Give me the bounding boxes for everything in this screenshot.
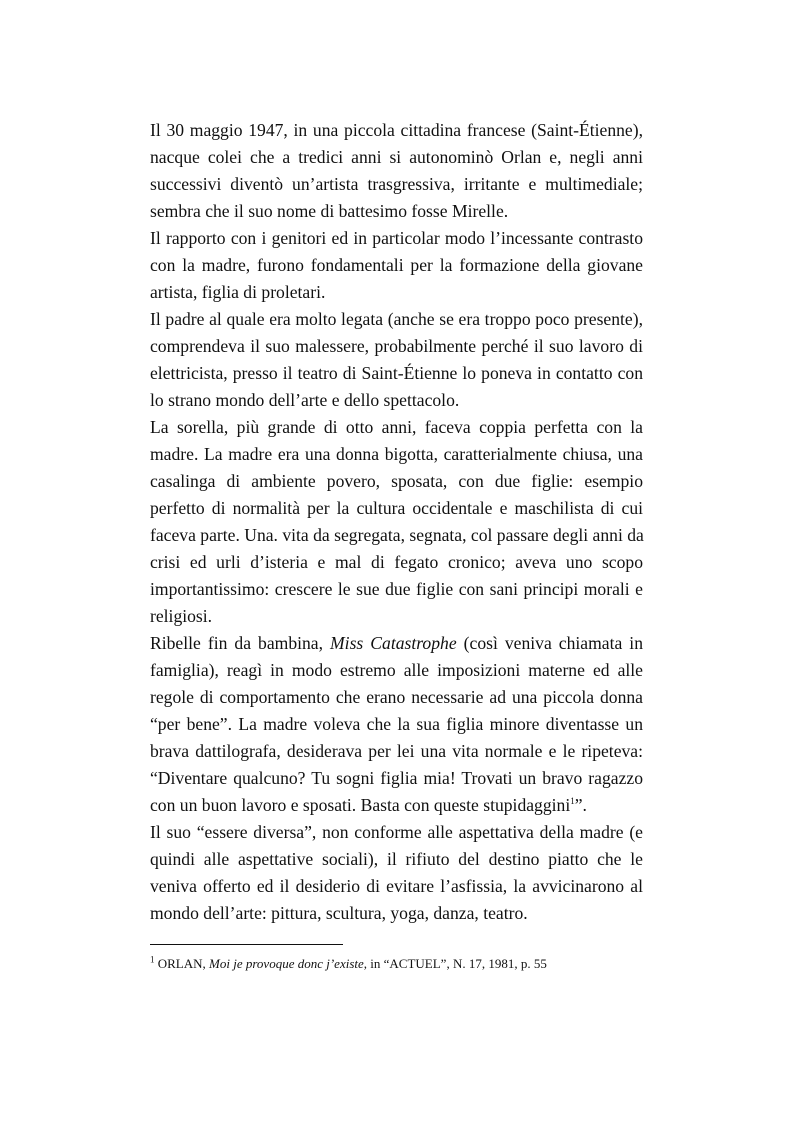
paragraph-5-line-7-end: ”. bbox=[574, 795, 587, 815]
paragraph-6-line-4: mondo dell’arte: pittura, scultura, yoga, danza, teatro. bbox=[150, 903, 528, 923]
footnote-reference: 1 bbox=[570, 796, 575, 807]
paragraph-1-line-1: Il 30 maggio 1947, in una piccola cittadina francese (Saint-Étienne), bbox=[150, 120, 643, 140]
footnote-number: 1 bbox=[150, 954, 155, 965]
paragraph-5-line-4: “per bene”. La madre voleva che la sua figlia minore diventasse un bbox=[150, 714, 643, 734]
paragraph-6-line-3: veniva offerto ed il desiderio di evitare l’asfissia, la avvicinarono al bbox=[150, 876, 643, 896]
paragraph-2-line-2: con la madre, furono fondamentali per la formazione della giovane bbox=[150, 255, 643, 275]
paragraph-3-line-1: Il padre al quale era molto legata (anche se era troppo poco presente), bbox=[150, 309, 643, 329]
paragraph-5-line-1 bbox=[150, 630, 643, 657]
paragraph-5-line-1-end: (così veniva chiamata in bbox=[456, 633, 643, 653]
paragraph-5-line-2: famiglia), reagì in modo estremo alle imposizioni materne ed alle bbox=[150, 660, 643, 680]
footnote bbox=[150, 956, 547, 972]
paragraph-6-line-1: Il suo “essere diversa”, non conforme alle aspettativa della madre (e bbox=[150, 822, 643, 842]
paragraph-4-line-6: crisi ed urli d’isteria e mal di fegato cronico; aveva uno scopo bbox=[150, 552, 643, 572]
paragraph-5-line-6: “Diventare qualcuno? Tu sogni figlia mia! Trovati un bravo ragazzo bbox=[150, 768, 643, 788]
paragraph-6-line-2: quindi alle aspettative sociali), il rifiuto del destino piatto che le bbox=[150, 849, 643, 869]
paragraph-3-line-3: elettricista, presso il teatro di Saint-Étienne lo poneva in contatto con bbox=[150, 363, 643, 383]
paragraph-4-line-3: casalinga di ambiente povero, sposata, con due figlie: esempio bbox=[150, 471, 643, 491]
footnote-text-start: ORLAN, bbox=[154, 956, 210, 971]
paragraph-1-line-2: nacque colei che a tredici anni si autonominò Orlan e, negli anni bbox=[150, 147, 643, 167]
paragraph-4-line-2: madre. La madre era una donna bigotta, caratterialmente chiusa, una bbox=[150, 444, 643, 464]
paragraph-2-line-3: artista, figlia di proletari. bbox=[150, 282, 326, 302]
footnote-title: Moi je provoque donc j’existe bbox=[209, 956, 364, 971]
paragraph-4-line-7: importantissimo: crescere le sue due figlie con sani principi morali e bbox=[150, 579, 643, 599]
paragraph-1-line-3: successivi diventò un’artista trasgressiva, irritante e multimediale; bbox=[150, 174, 643, 194]
paragraph-3-line-2: comprendeva il suo malessere, probabilmente perché il suo lavoro di bbox=[150, 336, 643, 356]
footnote-text-end: , in “ACTUEL”, N. 17, 1981, p. 55 bbox=[363, 956, 547, 971]
paragraph-5-line-5: brava dattilografa, desiderava per lei una vita normale e le ripeteva: bbox=[150, 741, 643, 761]
paragraph-3-line-4: lo strano mondo dell’arte e dello spettacolo. bbox=[150, 390, 460, 410]
footnote-separator bbox=[150, 944, 343, 945]
paragraph-4-line-8: religiosi. bbox=[150, 606, 213, 626]
paragraph-1-line-4: sembra che il suo nome di battesimo fosse Mirelle. bbox=[150, 201, 509, 221]
paragraph-2-line-1: Il rapporto con i genitori ed in particolar modo l’incessante contrasto bbox=[150, 228, 643, 248]
paragraph-4-line-5: faceva parte. Una. vita da segregata, segnata, col passare degli anni da bbox=[150, 525, 644, 545]
paragraph-5-line-3: regole di comportamento che erano necessarie ad una piccola donna bbox=[150, 687, 643, 707]
nickname-miss-catastrophe: Miss Catastrophe bbox=[330, 633, 457, 653]
paragraph-5-line-7 bbox=[150, 792, 643, 819]
paragraph-5-line-7-text: con un buon lavoro e sposati. Basta con queste stupidaggini bbox=[150, 795, 571, 815]
paragraph-4-line-1: La sorella, più grande di otto anni, faceva coppia perfetta con la bbox=[150, 417, 643, 437]
paragraph-4-line-4: perfetto di normalità per la cultura occidentale e maschilista di cui bbox=[150, 498, 643, 518]
paragraph-5-line-1-start: Ribelle fin da bambina, bbox=[150, 633, 331, 653]
